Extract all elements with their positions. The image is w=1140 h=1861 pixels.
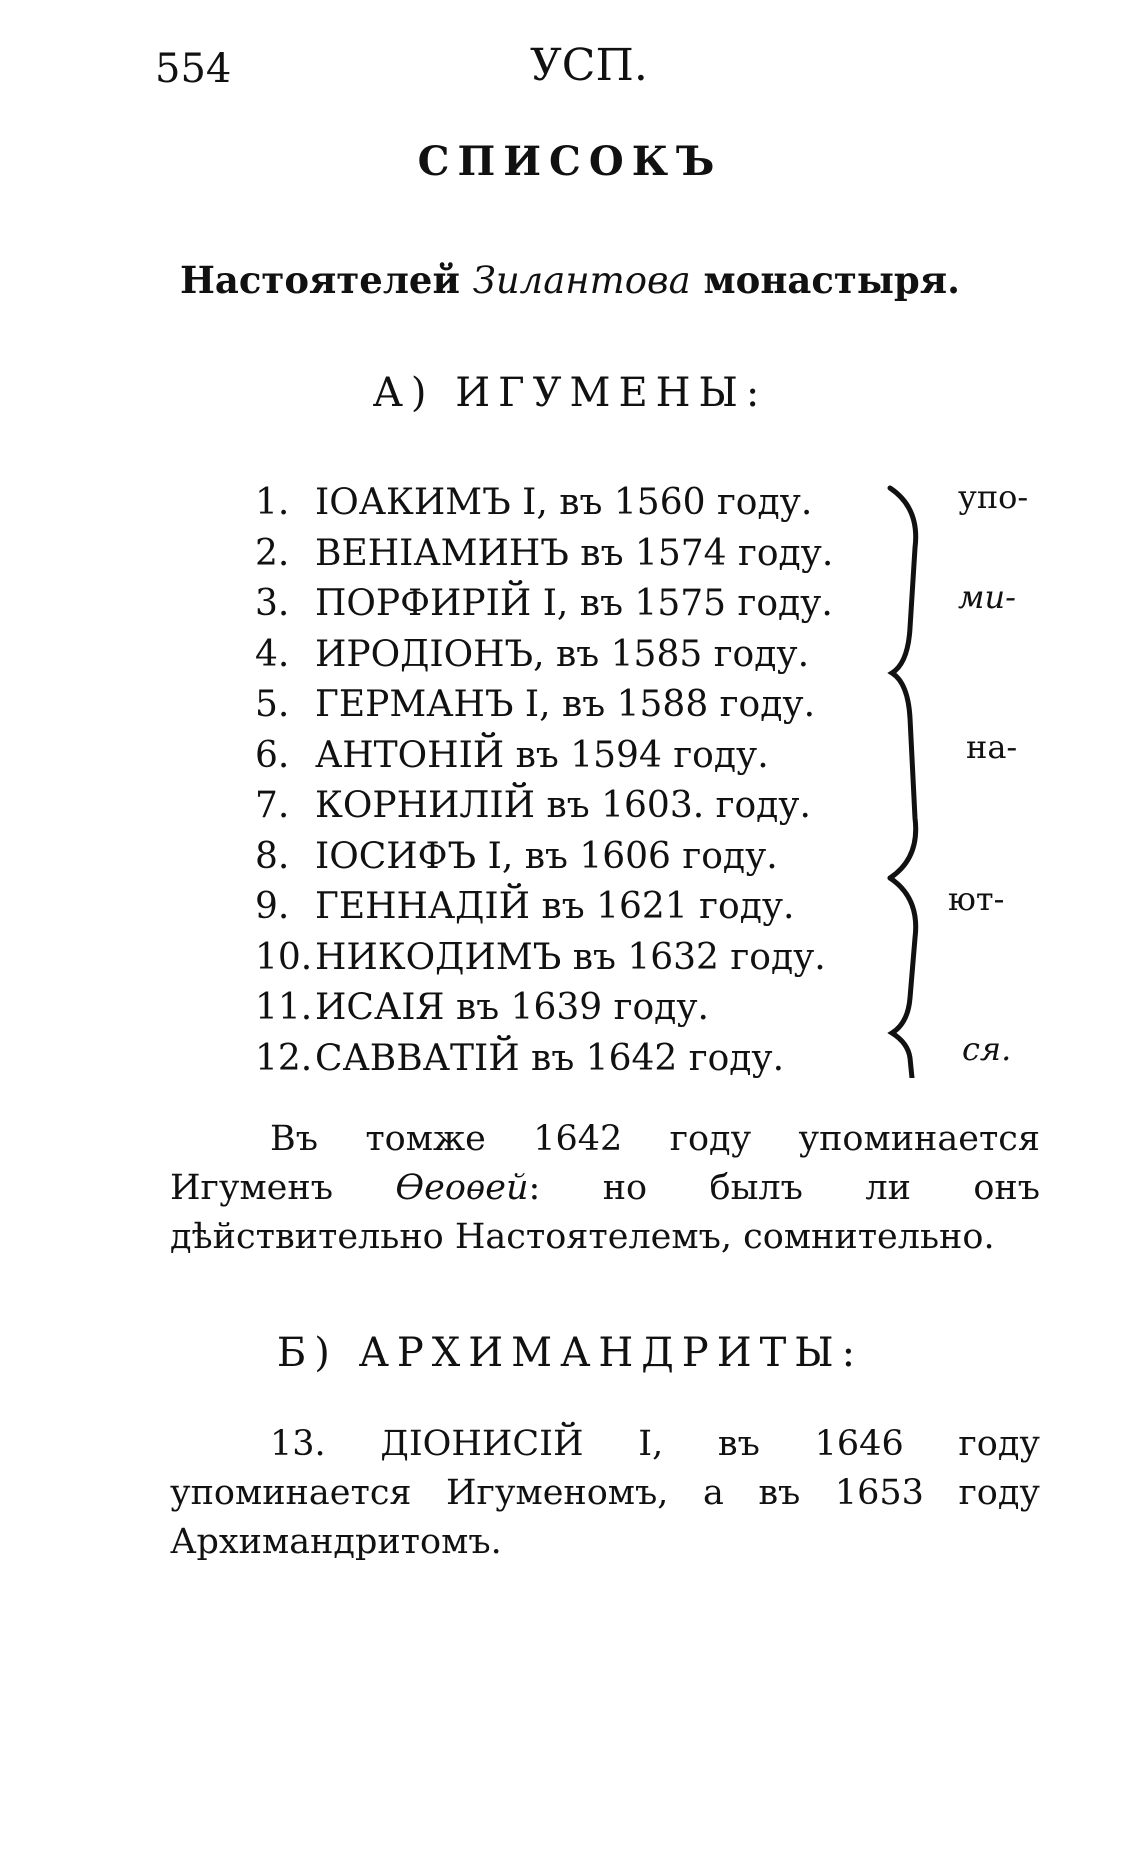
note-paragraph bbox=[170, 1115, 1040, 1262]
subtitle-before: Настоятелей bbox=[179, 258, 460, 302]
section-b-heading: Б) АРХИМАНДРИТЫ: bbox=[276, 1330, 864, 1376]
item-text: ІОСИФЪ I, въ 1606 году. bbox=[315, 835, 778, 877]
list-item bbox=[255, 1034, 895, 1085]
subtitle-after: монастыря. bbox=[703, 258, 961, 302]
note-before: Въ томже 1642 году упоминается Игуменъ bbox=[170, 1119, 1040, 1208]
list-item bbox=[255, 630, 895, 681]
side-note-part: упо- bbox=[958, 478, 1029, 516]
subtitle bbox=[0, 258, 1140, 302]
item-number: 4. bbox=[255, 633, 290, 675]
item-text: АНТОНІЙ въ 1594 году. bbox=[315, 734, 769, 776]
list-item bbox=[255, 882, 895, 933]
list-item bbox=[255, 579, 895, 630]
list-item bbox=[255, 983, 895, 1034]
brace-icon bbox=[880, 478, 950, 1078]
list-item bbox=[255, 680, 895, 731]
item-number: 2. bbox=[255, 532, 290, 574]
item-number: 5. bbox=[255, 684, 290, 725]
list-item bbox=[255, 731, 895, 782]
item-number: 10. bbox=[255, 936, 313, 978]
page-number: 554 bbox=[155, 46, 232, 92]
side-note-part: ся. bbox=[962, 1030, 1012, 1068]
list-item bbox=[255, 478, 895, 529]
item-number: 12. bbox=[255, 1037, 313, 1079]
item-number: 7. bbox=[255, 785, 290, 826]
note-italic-name: Ѳеоѳей bbox=[395, 1168, 529, 1208]
item-text: НИКОДИМЪ въ 1632 году. bbox=[315, 936, 826, 978]
item-number: 3. bbox=[255, 583, 290, 624]
item-text: ПОРФИРІЙ I, въ 1575 году. bbox=[315, 583, 833, 624]
list-item bbox=[255, 933, 895, 984]
item-text: ГЕННАДІЙ въ 1621 году. bbox=[315, 886, 795, 927]
item-text: САВВАТІЙ въ 1642 году. bbox=[315, 1037, 785, 1079]
item-text: ІОАКИМЪ I, въ 1560 году. bbox=[315, 482, 813, 523]
section-a-heading: А) ИГУМЕНЫ: bbox=[372, 370, 768, 416]
side-note-part: ют- bbox=[948, 880, 1005, 918]
side-note-part: на- bbox=[966, 728, 1018, 766]
item-text: ВЕНІАМИНЪ въ 1574 году. bbox=[315, 532, 834, 574]
list-item bbox=[255, 832, 895, 883]
item-text: ИРОДІОНЪ, въ 1585 году. bbox=[315, 633, 810, 675]
item-number: 1. bbox=[255, 482, 290, 523]
archimandrite-paragraph: 13. ДІОНИСІЙ I, въ 1646 году упоминается Игуменомъ, а въ 1653 году Архимандритомъ. bbox=[170, 1424, 1040, 1562]
item-text: ГЕРМАНЪ I, въ 1588 году. bbox=[315, 684, 816, 725]
side-note-part: ми- bbox=[958, 578, 1016, 616]
item-number: 6. bbox=[255, 734, 290, 776]
item-text: КОРНИЛІЙ въ 1603. году. bbox=[315, 785, 811, 826]
item-text: ИСАІЯ въ 1639 году. bbox=[315, 987, 709, 1028]
note-after: : но былъ ли онъ дѣйствительно Настоятелемъ, сомнительно. bbox=[170, 1168, 1040, 1257]
list-item bbox=[255, 781, 895, 832]
subtitle-italic: Зилантова bbox=[472, 259, 691, 302]
running-head: УСП. bbox=[530, 40, 648, 91]
item-number: 8. bbox=[255, 835, 290, 877]
item-number: 11. bbox=[255, 987, 313, 1028]
abbots-list bbox=[255, 478, 895, 1084]
page-title: СПИСОКЪ bbox=[417, 138, 723, 185]
list-item bbox=[255, 529, 895, 580]
item-number: 9. bbox=[255, 886, 290, 927]
